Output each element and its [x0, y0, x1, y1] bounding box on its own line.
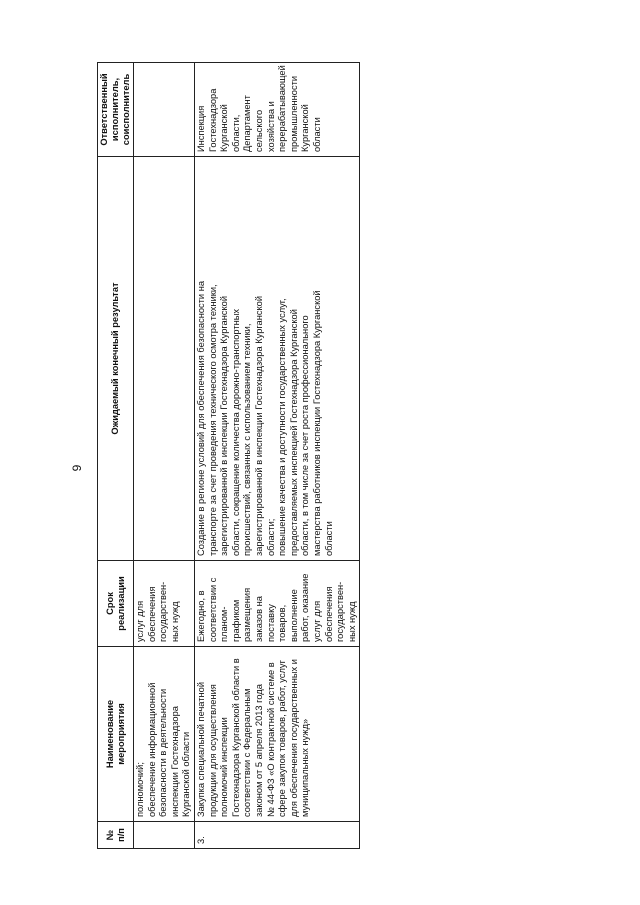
header-term: Срок реализации	[98, 561, 134, 647]
cell-num: 3.	[194, 822, 359, 849]
cell-name: Закупка специальной печатной продукции для осуществления полномочий инспекции Гостехнадзора Курганской области в соответствии с Федеральным законом от 5 апреля 2013 года № 44-ФЗ «О контрактной системе в сфере закупок товаров, работ, услуг для обеспечения государственных и муниципальных нужд»	[194, 647, 359, 822]
cell-result: Создание в регионе условий для обеспечения безопасности на транспорте за счет проведения технического осмотра техники, зарегистрированной в инспекции Гостехнадзора Курганской области, сокращение количества дорожно-транспортных происшествий, связанных с использованием техники, зарегистрированной в инспекции Гостехнадзора Курганской области; повышение качества и доступности государственных услуг, предоставляемых инспекцией Гостехнадзора Курганской области, в том числе за счет роста профессионального мастерства работников инспекции Гостехнадзора Курганской области	[194, 157, 359, 561]
header-result: Ожидаемый конечный результат	[98, 157, 134, 561]
cell-num	[134, 822, 195, 849]
cell-executor: Инспекция Гостехнадзора Курганской области, Департамент сельского хозяйства и перерабатывающей промышленности Курганской области	[194, 63, 359, 157]
page-number: 9	[70, 464, 84, 472]
rotated-table-sheet	[97, 62, 384, 849]
cell-result	[134, 157, 195, 561]
header-num: № п/п	[98, 822, 134, 849]
cell-executor	[134, 63, 195, 157]
cell-name: полномочий; обеспечение информационной безопасности в деятельности инспекции Гостехнадзора Курганской области	[134, 647, 195, 822]
cell-term: услуг для обеспечения государствен- ных нужд	[134, 561, 195, 647]
table-row	[134, 63, 195, 849]
header-executor: Ответственный исполнитель, соисполнитель	[98, 63, 134, 157]
header-name: Наименование мероприятия	[98, 647, 134, 822]
measures-table	[97, 62, 360, 849]
table-header-row	[98, 63, 134, 849]
cell-term: Ежегодно, в соответствии с планом- графиком размещения заказов на поставку товаров, выполнение работ, оказание услуг для обеспечения государствен- ных нужд	[194, 561, 359, 647]
table-row	[194, 63, 359, 849]
